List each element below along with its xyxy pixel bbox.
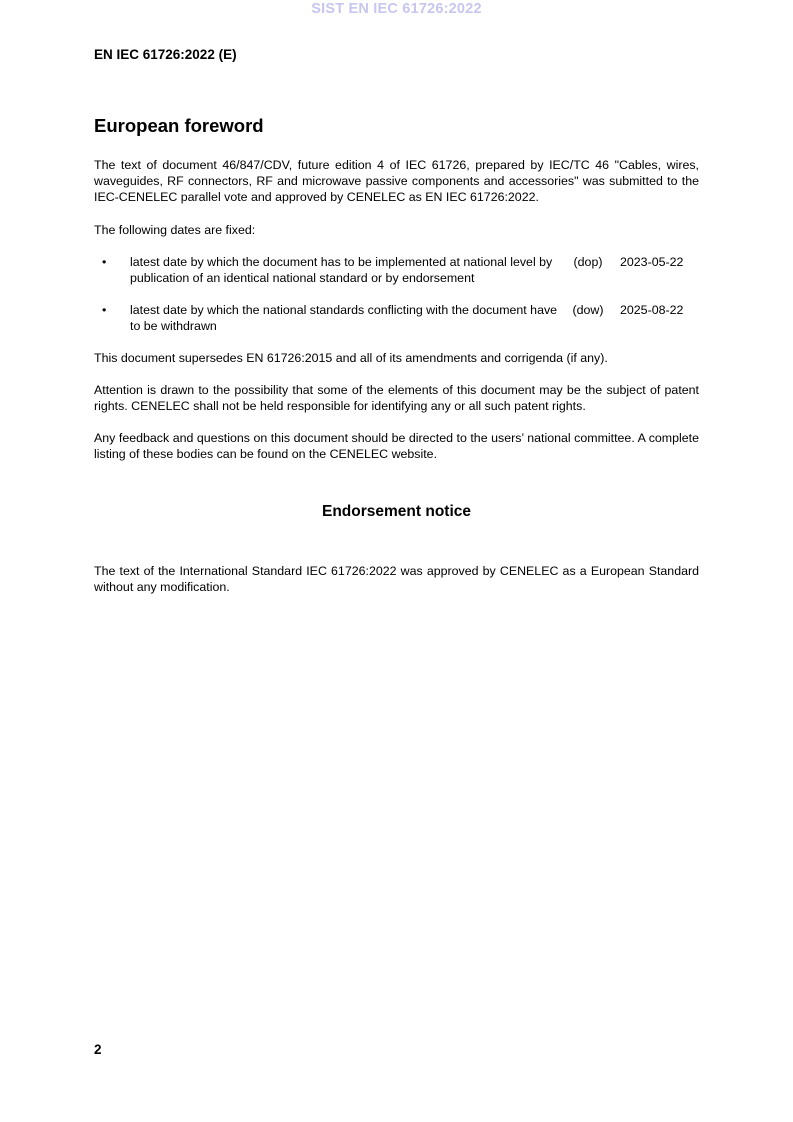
bullet-icon: • <box>102 255 107 269</box>
feedback-paragraph: Any feedback and questions on this document should be directed to the users’ national committee. A complete listing of these bodies can be found on the CENELEC website. <box>94 431 699 461</box>
patent-paragraph: Attention is drawn to the possibility that some of the elements of this document may be the subject of patent rights. CENELEC shall not be held responsible for identifying any or all such patent rights. <box>94 383 699 413</box>
foreword-intro: The text of document 46/847/CDV, future edition 4 of IEC 61726, prepared by IEC/TC 46 "Cables, wires, waveguides, RF connectors, RF and microwave passive components and accessories" was submitted to the IEC-CENELEC parallel vote and approved by CENELEC as EN IEC 61726:2022. <box>94 158 699 204</box>
dates-intro: The following dates are fixed: <box>94 223 256 237</box>
document-identifier: EN IEC 61726:2022 (E) <box>94 47 237 62</box>
page-number: 2 <box>94 1042 102 1057</box>
date-item-code: (dow) <box>572 303 604 317</box>
date-item-date: 2025-08-22 <box>620 303 684 317</box>
bullet-icon: • <box>102 303 107 317</box>
date-item-text: latest date by which the document has to be implemented at national level by publication of an identical national standard or by endorsement <box>130 255 553 285</box>
date-item-date: 2023-05-22 <box>620 255 684 269</box>
watermark: SIST EN IEC 61726:2022 <box>311 1 482 17</box>
endorsement-heading: Endorsement notice <box>322 503 471 520</box>
foreword-heading: European foreword <box>94 115 264 136</box>
date-item-text: latest date by which the national standards conflicting with the document have to be withdrawn <box>130 303 558 333</box>
supersedes-paragraph: This document supersedes EN 61726:2015 and all of its amendments and corrigenda (if any). <box>94 351 608 365</box>
endorsement-paragraph: The text of the International Standard IEC 61726:2022 was approved by CENELEC as a European Standard without any modification. <box>94 564 699 594</box>
date-item-code: (dop) <box>573 255 603 269</box>
